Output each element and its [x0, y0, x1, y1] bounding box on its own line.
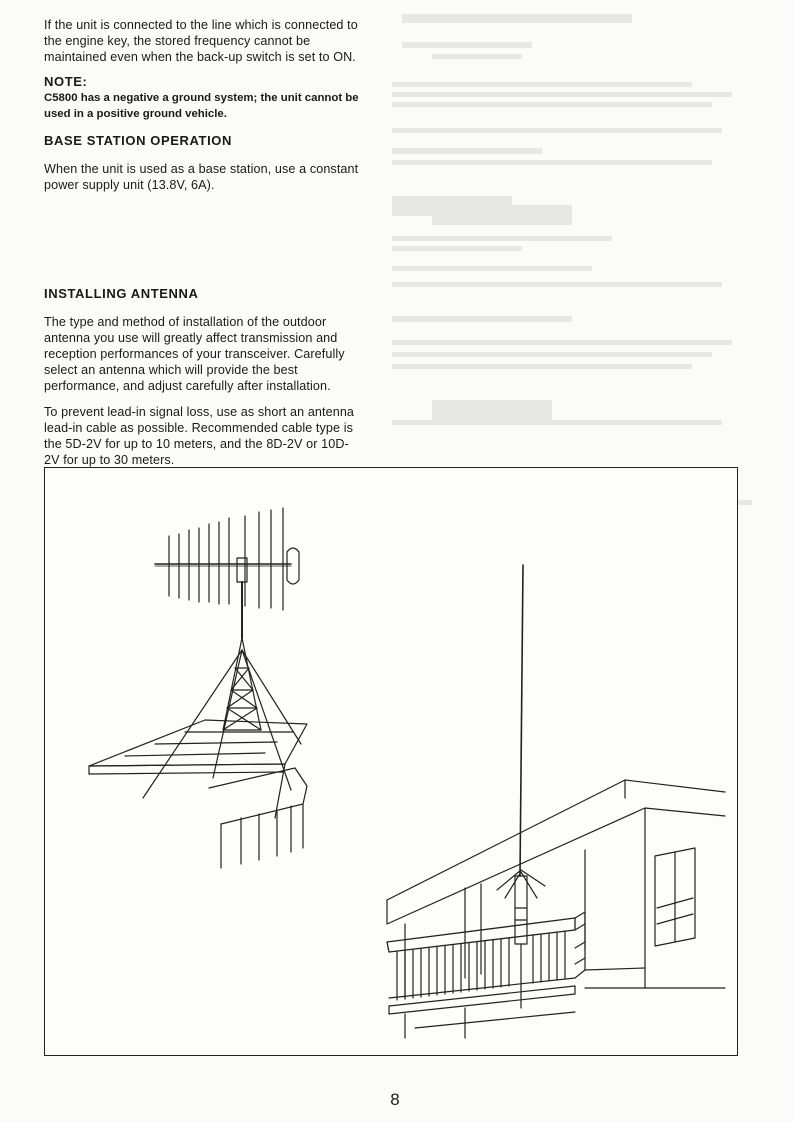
antenna-illustration-svg	[45, 468, 736, 1054]
intro-paragraph-block	[44, 17, 364, 65]
installing-antenna-paragraph-2: To prevent lead-in signal loss, use as short an antenna lead-in cable as possible. Recommended cable type is the 5D-2V for up to 10 meters, and the 8D-2V or 10D-2V for up to 30 meters.	[44, 405, 355, 467]
yagi-antenna-on-roof-illustration	[89, 508, 307, 868]
base-station-body: When the unit is used as a base station, use a constant power supply unit (13.8V, 6A).	[44, 162, 359, 192]
installing-antenna-section	[44, 286, 364, 468]
note-heading: NOTE:	[44, 74, 88, 89]
antenna-installation-figure	[44, 467, 738, 1056]
base-station-section	[44, 133, 364, 193]
intro-paragraph: If the unit is connected to the line which is connected to the engine key, the stored frequency cannot be maintained even when the back-up switch is set to ON.	[44, 18, 358, 64]
base-station-heading: BASE STATION OPERATION	[44, 133, 232, 148]
vertical-whip-antenna	[520, 565, 523, 876]
note-body: C5800 has a negative a ground system; the unit cannot be used in a positive ground vehicle.	[44, 92, 359, 120]
installing-antenna-paragraph-1: The type and method of installation of the outdoor antenna you use will greatly affect transmission and reception performances of your transceiver. Carefully select an antenna which will provide the best performance, and adjust carefully after installation.	[44, 315, 345, 393]
page-number: 8	[390, 1090, 400, 1109]
installing-antenna-heading: INSTALLING ANTENNA	[44, 286, 199, 301]
note-block	[44, 74, 364, 122]
vertical-antenna-on-balcony-illustration	[387, 565, 725, 1038]
